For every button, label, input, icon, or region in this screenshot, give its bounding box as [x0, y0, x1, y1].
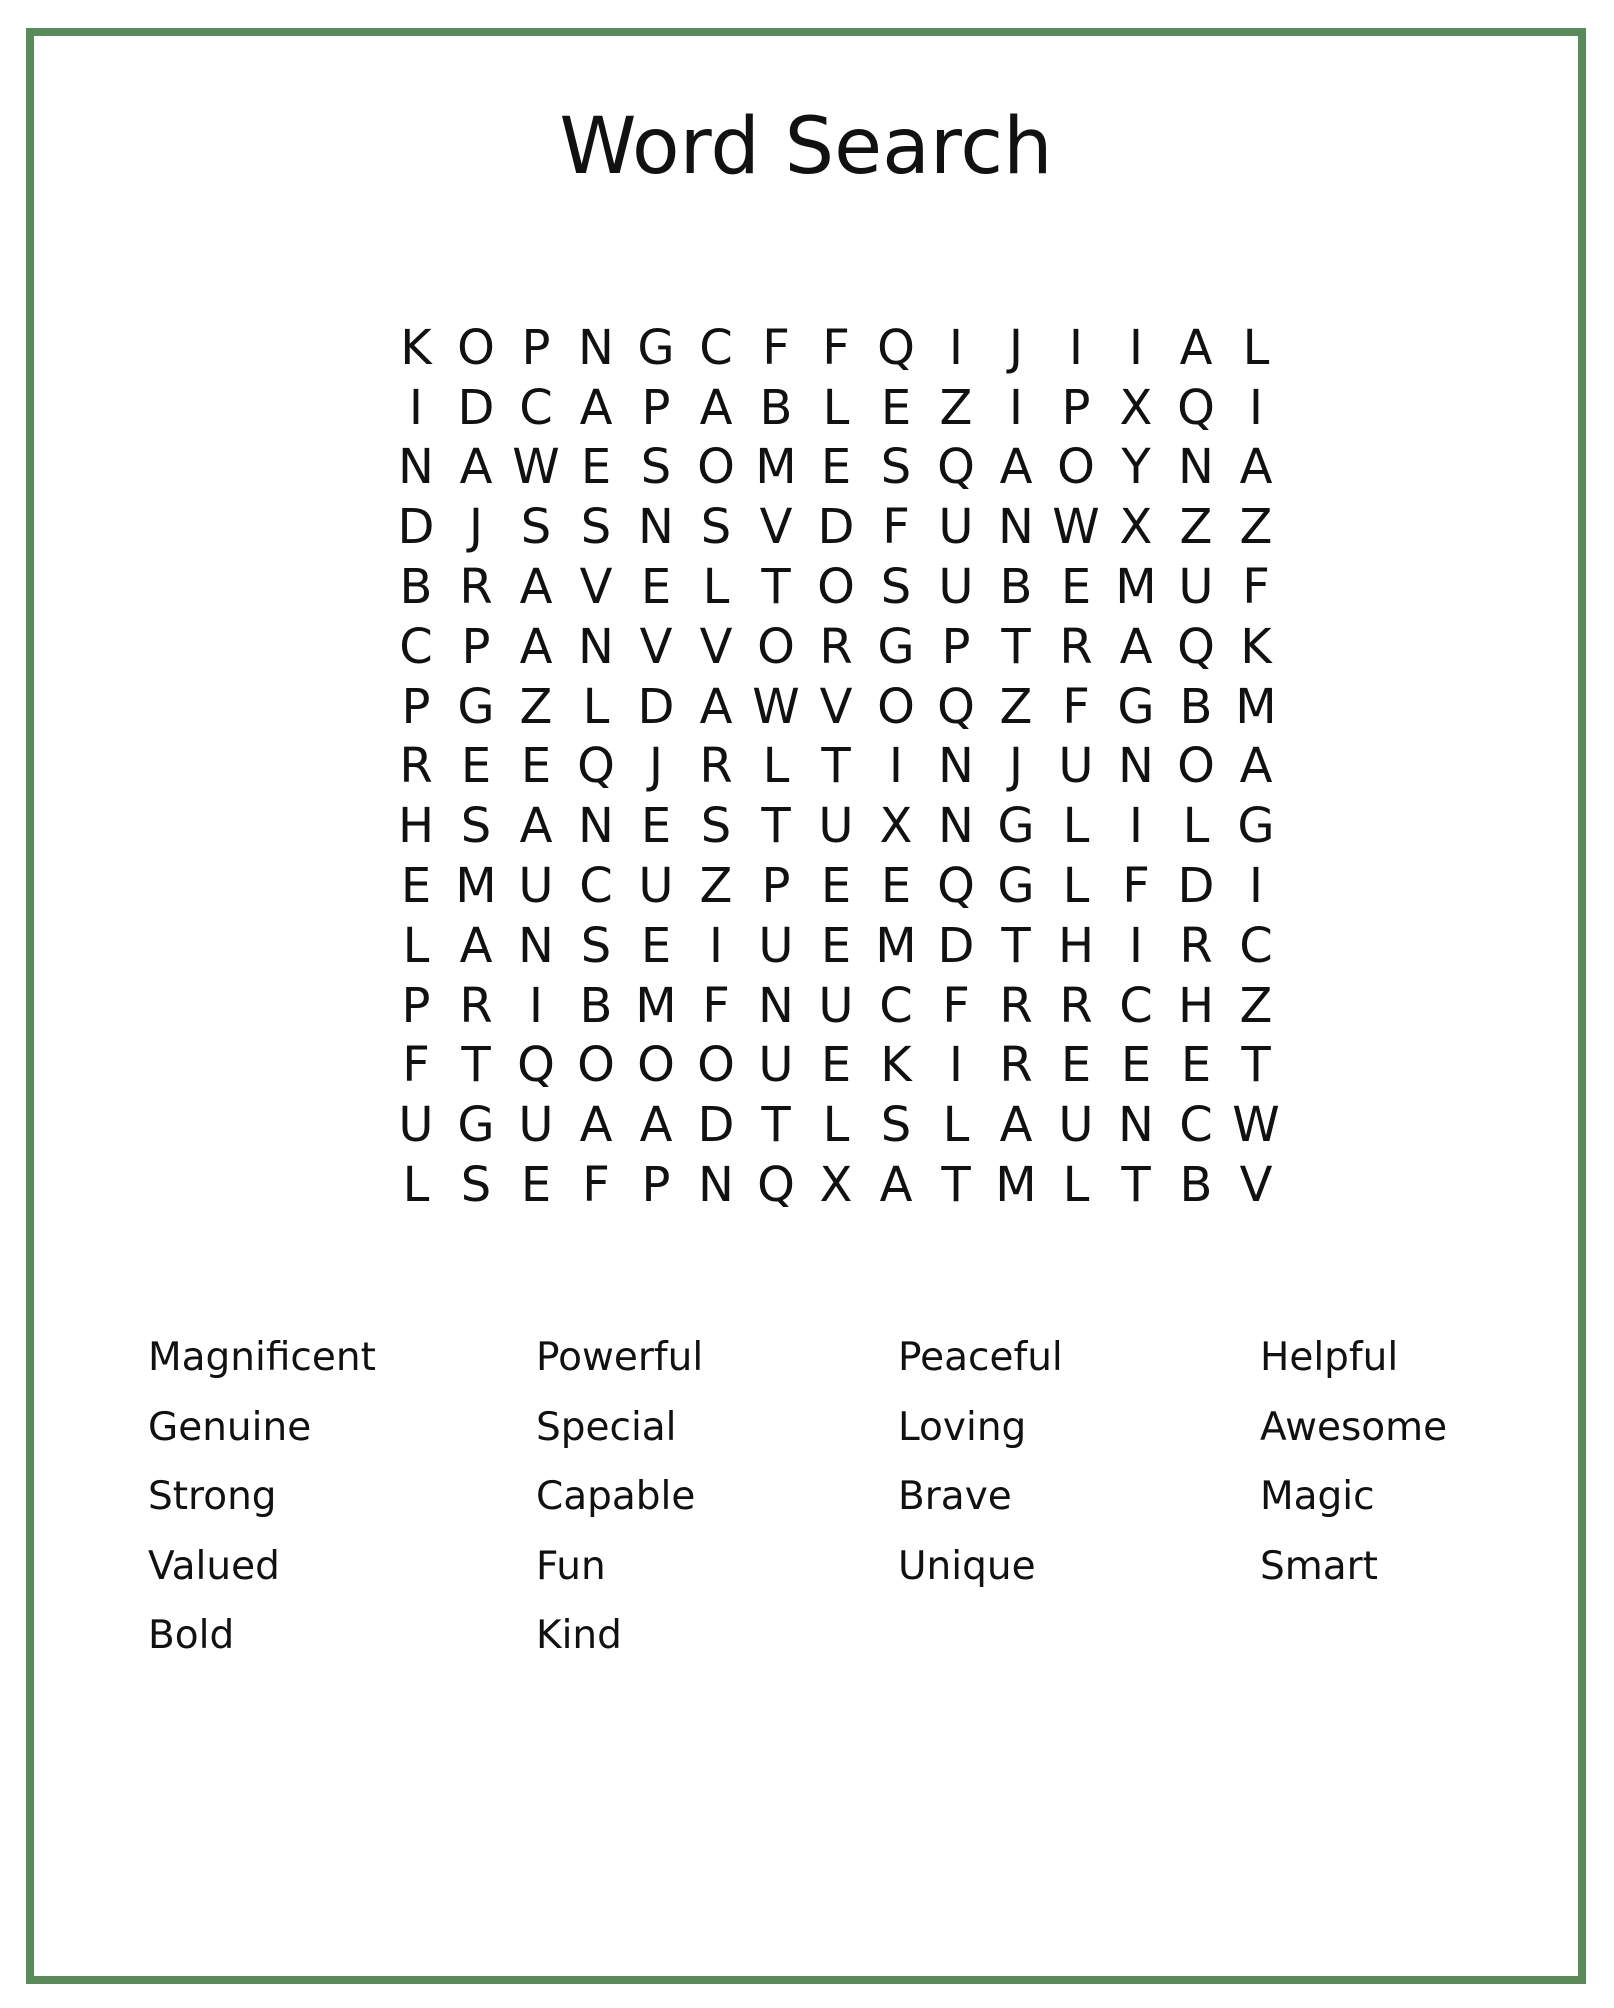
grid-letter: K [1240, 618, 1272, 675]
grid-letter: U [1058, 738, 1094, 795]
grid-letter: Q [937, 858, 975, 915]
word-list-item: Smart [1260, 1543, 1378, 1589]
grid-row [386, 796, 1286, 856]
grid-letter: O [1177, 738, 1215, 795]
grid-letter: L [1062, 798, 1090, 855]
grid-letter: R [459, 977, 493, 1034]
grid-letter: N [1118, 1097, 1154, 1154]
grid-letter: F [702, 977, 730, 1034]
grid-letter: Q [877, 319, 915, 376]
grid-letter: V [579, 559, 613, 616]
grid-letter: E [1060, 1037, 1092, 1094]
word-list-item: Brave [898, 1474, 1012, 1519]
grid-letter: A [1239, 738, 1273, 795]
grid-letter: W [1232, 1097, 1280, 1154]
grid-letter: I [1128, 319, 1144, 376]
grid-letter: Z [1239, 499, 1273, 556]
grid-letter: M [635, 977, 677, 1034]
grid-letter: M [995, 1157, 1037, 1214]
grid-letter: A [1179, 319, 1213, 376]
grid-letter: G [637, 319, 675, 376]
grid-letter: O [817, 559, 855, 616]
grid-letter: C [399, 618, 433, 675]
grid-letter: I [888, 738, 904, 795]
grid-letter: H [1177, 977, 1215, 1034]
grid-letter: Z [519, 678, 553, 735]
grid-letter: V [639, 618, 673, 675]
grid-letter: E [1060, 559, 1092, 616]
word-list-item: Strong [148, 1474, 277, 1519]
grid-letter: R [459, 559, 493, 616]
grid-letter: G [1237, 798, 1275, 855]
grid-letter: E [520, 738, 552, 795]
grid-row [386, 677, 1286, 737]
grid-letter: C [1119, 977, 1153, 1034]
word-list-item: Special [536, 1404, 677, 1450]
grid-letter: I [1068, 319, 1084, 376]
grid-letter: T [1121, 1157, 1151, 1214]
grid-letter: O [637, 1037, 675, 1094]
grid-letter: A [519, 798, 553, 855]
grid-letter: N [398, 439, 434, 496]
grid-letter: U [518, 858, 554, 915]
grid-letter: M [455, 858, 497, 915]
grid-letter: F [882, 499, 910, 556]
grid-letter: E [640, 559, 672, 616]
grid-letter: M [1235, 678, 1277, 735]
grid-letter: P [521, 319, 551, 376]
grid-letter: B [759, 379, 793, 436]
grid-letter: R [699, 738, 733, 795]
grid-letter: S [700, 499, 732, 556]
grid-row [386, 856, 1286, 916]
grid-letter: T [1001, 917, 1031, 974]
grid-letter: E [520, 1157, 552, 1214]
grid-letter: Q [937, 678, 975, 735]
grid-letter: E [820, 917, 852, 974]
grid-letter: Z [699, 858, 733, 915]
grid-letter: T [1001, 618, 1031, 675]
grid-letter: G [1117, 678, 1155, 735]
grid-letter: O [697, 1037, 735, 1094]
grid-letter: C [879, 977, 913, 1034]
grid-letter: P [941, 618, 971, 675]
grid-letter: O [577, 1037, 615, 1094]
grid-letter: C [579, 858, 613, 915]
grid-row [386, 916, 1286, 976]
grid-letter: Z [999, 678, 1033, 735]
grid-letter: S [520, 499, 552, 556]
grid-letter: D [457, 379, 495, 436]
grid-letter: A [879, 1157, 913, 1214]
word-list-item: Capable [536, 1474, 696, 1519]
grid-letter: E [460, 738, 492, 795]
grid-letter: E [640, 798, 672, 855]
grid-row [386, 737, 1286, 797]
grid-letter: W [1052, 499, 1100, 556]
grid-letter: I [708, 917, 724, 974]
grid-row [386, 617, 1286, 677]
grid-letter: C [1179, 1097, 1213, 1154]
grid-letter: L [822, 379, 850, 436]
grid-letter: F [822, 319, 850, 376]
grid-letter: N [578, 798, 614, 855]
grid-letter: P [1061, 379, 1091, 436]
grid-letter: D [937, 917, 975, 974]
grid-letter: D [1177, 858, 1215, 915]
grid-letter: B [1179, 678, 1213, 735]
grid-letter: I [1128, 798, 1144, 855]
grid-letter: N [1178, 439, 1214, 496]
grid-letter: U [1178, 559, 1214, 616]
grid-letter: S [580, 917, 612, 974]
grid-letter: R [999, 1037, 1033, 1094]
grid-letter: A [1239, 439, 1273, 496]
grid-letter: D [397, 499, 435, 556]
grid-letter: P [641, 379, 671, 436]
grid-letter: Z [1179, 499, 1213, 556]
grid-row [386, 318, 1286, 378]
grid-letter: R [999, 977, 1033, 1034]
grid-letter: V [819, 678, 853, 735]
grid-letter: Q [1177, 618, 1215, 675]
grid-letter: J [1008, 738, 1024, 795]
grid-letter: U [818, 798, 854, 855]
grid-letter: A [519, 559, 553, 616]
grid-letter: D [697, 1097, 735, 1154]
grid-letter: B [399, 559, 433, 616]
grid-letter: E [580, 439, 612, 496]
grid-letter: N [938, 738, 974, 795]
worksheet-frame [26, 28, 1586, 1984]
word-list-item: Magnificent [148, 1335, 376, 1380]
grid-letter: L [402, 917, 430, 974]
grid-letter: E [820, 439, 852, 496]
grid-letter: X [879, 798, 913, 855]
grid-letter: R [1179, 917, 1213, 974]
grid-letter: M [875, 917, 917, 974]
grid-letter: T [461, 1037, 491, 1094]
grid-letter: N [698, 1157, 734, 1214]
grid-letter: J [1008, 319, 1024, 376]
grid-letter: U [758, 1037, 794, 1094]
grid-letter: E [1120, 1037, 1152, 1094]
grid-row [386, 1036, 1286, 1096]
grid-letter: Q [757, 1157, 795, 1214]
grid-letter: F [402, 1037, 430, 1094]
grid-letter: F [1122, 858, 1150, 915]
grid-letter: T [941, 1157, 971, 1214]
grid-letter: I [1248, 858, 1264, 915]
grid-letter: W [752, 678, 800, 735]
grid-letter: Q [517, 1037, 555, 1094]
word-list-item: Helpful [1260, 1335, 1399, 1380]
grid-letter: N [1118, 738, 1154, 795]
grid-letter: D [637, 678, 675, 735]
grid-letter: E [640, 917, 672, 974]
grid-row [386, 497, 1286, 557]
grid-letter: N [998, 499, 1034, 556]
grid-letter: R [1059, 618, 1093, 675]
grid-letter: M [755, 439, 797, 496]
grid-letter: T [761, 1097, 791, 1154]
grid-letter: Z [939, 379, 973, 436]
grid-letter: L [702, 559, 730, 616]
grid-letter: U [938, 559, 974, 616]
grid-letter: F [762, 319, 790, 376]
grid-letter: R [819, 618, 853, 675]
grid-letter: A [999, 1097, 1033, 1154]
grid-letter: S [460, 1157, 492, 1214]
grid-row [386, 378, 1286, 438]
grid-letter: X [1119, 499, 1153, 556]
grid-letter: L [402, 1157, 430, 1214]
grid-letter: O [877, 678, 915, 735]
grid-letter: N [938, 798, 974, 855]
grid-letter: Y [1121, 439, 1151, 496]
grid-letter: F [1242, 559, 1270, 616]
word-list [148, 1335, 1568, 1686]
grid-letter: N [518, 917, 554, 974]
grid-letter: O [697, 439, 735, 496]
grid-letter: I [408, 379, 424, 436]
grid-row [386, 1155, 1286, 1215]
word-list-item: Powerful [536, 1335, 704, 1380]
grid-letter: T [761, 798, 791, 855]
grid-letter: S [640, 439, 672, 496]
word-list-item: Bold [148, 1613, 235, 1658]
grid-letter: A [459, 439, 493, 496]
grid-letter: P [401, 977, 431, 1034]
word-list-item: Unique [898, 1543, 1036, 1589]
grid-letter: A [699, 379, 733, 436]
grid-letter: W [512, 439, 560, 496]
grid-letter: A [459, 917, 493, 974]
grid-letter: T [821, 738, 851, 795]
grid-letter: O [457, 319, 495, 376]
grid-row [386, 976, 1286, 1036]
word-list-item: Fun [536, 1543, 606, 1589]
grid-letter: R [1059, 977, 1093, 1034]
grid-letter: I [1008, 379, 1024, 436]
grid-letter: N [638, 499, 674, 556]
grid-letter: U [938, 499, 974, 556]
grid-letter: C [519, 379, 553, 436]
word-list-item: Peaceful [898, 1335, 1063, 1380]
grid-letter: H [397, 798, 435, 855]
grid-letter: A [699, 678, 733, 735]
grid-letter: U [818, 977, 854, 1034]
grid-letter: L [582, 678, 610, 735]
grid-letter: O [1057, 439, 1095, 496]
grid-letter: J [468, 499, 484, 556]
grid-letter: K [400, 319, 432, 376]
grid-letter: Z [1239, 977, 1273, 1034]
word-list-item: Magic [1260, 1474, 1375, 1519]
grid-letter: X [1119, 379, 1153, 436]
grid-letter: S [880, 439, 912, 496]
grid-letter: A [579, 1097, 613, 1154]
grid-letter: X [819, 1157, 853, 1214]
word-list-item: Kind [536, 1613, 622, 1658]
grid-letter: P [641, 1157, 671, 1214]
grid-letter: E [820, 1037, 852, 1094]
grid-letter: L [1062, 1157, 1090, 1214]
grid-letter: A [1119, 618, 1153, 675]
grid-letter: G [997, 858, 1035, 915]
grid-letter: R [399, 738, 433, 795]
grid-row [386, 438, 1286, 498]
grid-letter: F [582, 1157, 610, 1214]
grid-letter: B [999, 559, 1033, 616]
grid-letter: G [457, 678, 495, 735]
grid-letter: G [877, 618, 915, 675]
grid-letter: S [460, 798, 492, 855]
grid-letter: A [519, 618, 553, 675]
grid-letter: K [880, 1037, 912, 1094]
grid-letter: E [400, 858, 432, 915]
grid-letter: Q [1177, 379, 1215, 436]
grid-letter: S [700, 798, 732, 855]
grid-letter: I [1128, 917, 1144, 974]
grid-letter: N [578, 618, 614, 675]
grid-letter: V [759, 499, 793, 556]
grid-letter: G [997, 798, 1035, 855]
grid-letter: E [820, 858, 852, 915]
grid-letter: L [1242, 319, 1270, 376]
grid-letter: C [699, 319, 733, 376]
grid-letter: I [1248, 379, 1264, 436]
grid-letter: G [457, 1097, 495, 1154]
grid-letter: E [880, 858, 912, 915]
grid-letter: L [762, 738, 790, 795]
grid-letter: M [1115, 559, 1157, 616]
page-title: Word Search [559, 102, 1053, 192]
word-list-item: Valued [148, 1543, 280, 1589]
grid-letter: V [699, 618, 733, 675]
grid-letter: U [638, 858, 674, 915]
grid-letter: S [580, 499, 612, 556]
grid-letter: B [1179, 1157, 1213, 1214]
grid-letter: F [942, 977, 970, 1034]
grid-letter: I [948, 319, 964, 376]
grid-letter: T [761, 559, 791, 616]
grid-letter: S [880, 559, 912, 616]
grid-row [386, 1095, 1286, 1155]
grid-letter: P [761, 858, 791, 915]
grid-letter: J [648, 738, 664, 795]
grid-letter: U [518, 1097, 554, 1154]
grid-letter: C [1239, 917, 1273, 974]
grid-letter: U [398, 1097, 434, 1154]
grid-letter: L [942, 1097, 970, 1154]
grid-row [386, 557, 1286, 617]
grid-letter: L [1062, 858, 1090, 915]
grid-letter: A [999, 439, 1033, 496]
grid-letter: N [758, 977, 794, 1034]
word-list-item: Awesome [1260, 1404, 1448, 1450]
grid-letter: D [817, 499, 855, 556]
grid-letter: S [880, 1097, 912, 1154]
grid-letter: I [528, 977, 544, 1034]
grid-letter: V [1239, 1157, 1273, 1214]
grid-letter: P [461, 618, 491, 675]
grid-letter: L [1182, 798, 1210, 855]
grid-letter: E [880, 379, 912, 436]
grid-letter: B [579, 977, 613, 1034]
grid-letter: P [401, 678, 431, 735]
letter-grid [386, 318, 1286, 1215]
grid-letter: H [1057, 917, 1095, 974]
grid-letter: E [1180, 1037, 1212, 1094]
grid-letter: I [948, 1037, 964, 1094]
grid-letter: T [1241, 1037, 1271, 1094]
word-list-item: Genuine [148, 1404, 312, 1450]
grid-letter: L [822, 1097, 850, 1154]
grid-letter: U [1058, 1097, 1094, 1154]
grid-letter: N [578, 319, 614, 376]
grid-letter: A [639, 1097, 673, 1154]
word-list-item: Loving [898, 1404, 1027, 1450]
grid-letter: A [579, 379, 613, 436]
grid-letter: Q [937, 439, 975, 496]
grid-letter: O [757, 618, 795, 675]
grid-letter: U [758, 917, 794, 974]
grid-letter: Q [577, 738, 615, 795]
grid-letter: F [1062, 678, 1090, 735]
